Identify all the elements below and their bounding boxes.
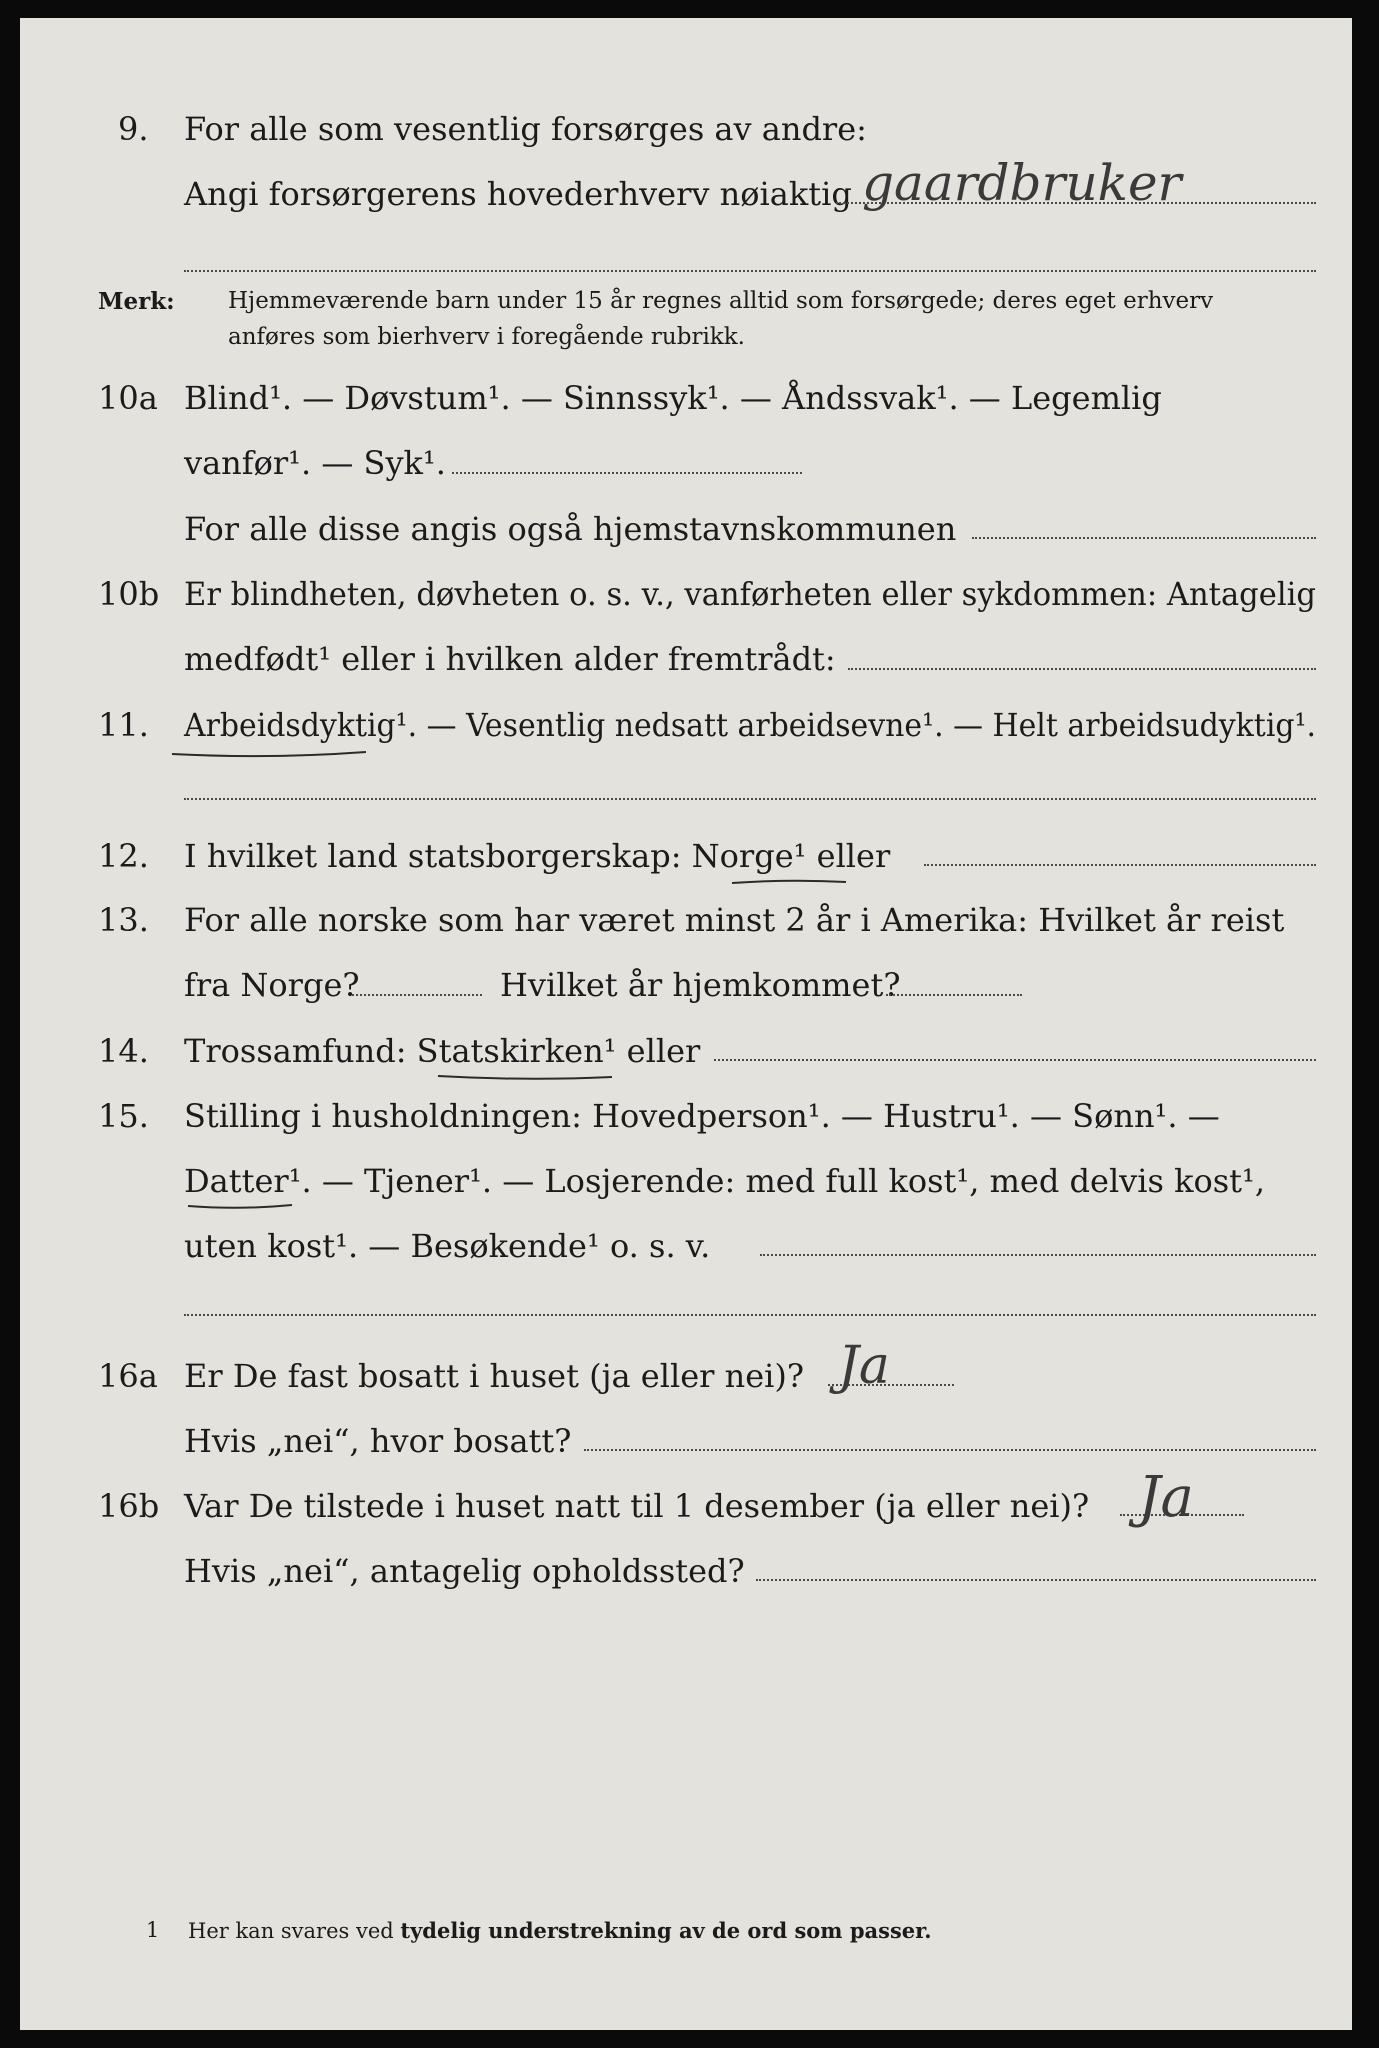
item-number: 16a <box>98 1357 158 1395</box>
item-text: Stilling i husholdningen: Hovedperson¹. — Hustru¹. — Sønn¹. — <box>184 1097 1220 1135</box>
item-text: medfødt¹ eller i hvilken alder fremtrådt: <box>184 640 836 678</box>
item-text: fra Norge? <box>184 966 360 1004</box>
fill-line[interactable] <box>184 798 1316 800</box>
item-text: Trossamfund: Statskirken¹ eller <box>184 1032 701 1070</box>
item-text: For alle som vesentlig forsørges av andre: <box>184 110 867 148</box>
handwritten-answer: gaardbruker <box>862 154 1182 212</box>
item-text: uten kost¹. — Besøkende¹ o. s. v. <box>184 1227 711 1265</box>
item-text: Hvis „nei“, antagelig opholdssted? <box>184 1552 745 1590</box>
item-text: Er blindheten, døvheten o. s. v., vanførheten eller sykdommen: Antagelig <box>184 575 1316 613</box>
item-text: I hvilket land statsborgerskap: Norge¹ eller <box>184 837 891 875</box>
item-text: Datter¹. — Tjener¹. — Losjerende: med full kost¹, med delvis kost¹, <box>184 1162 1266 1200</box>
item-text: Hvis „nei“, hvor bosatt? <box>184 1422 572 1460</box>
fill-line[interactable] <box>848 668 1316 670</box>
item-number: 15. <box>98 1097 149 1135</box>
item-number: 14. <box>98 1032 149 1070</box>
item-text: Angi forsørgerens hovederhverv nøiaktig <box>184 175 852 213</box>
note-text: anføres som bierhverv i foregående rubrikk. <box>228 324 745 350</box>
item-text: For alle norske som har været minst 2 år i Amerika: Hvilket år reist <box>184 901 1285 939</box>
fill-line[interactable] <box>760 1254 1316 1256</box>
underline-mark <box>730 876 850 888</box>
fill-line[interactable] <box>756 1579 1316 1581</box>
item-text: Var De tilstede i huset natt til 1 desember (ja eller nei)? <box>184 1487 1090 1525</box>
item-number: 10b <box>98 575 160 613</box>
note-text: Hjemmeværende barn under 15 år regnes alltid som forsørgede; deres eget erhverv <box>228 288 1214 314</box>
item-number: 13. <box>98 901 149 939</box>
fill-line[interactable] <box>352 994 482 996</box>
handwritten-answer: Ja <box>1138 1465 1194 1530</box>
item-number: 11. <box>98 706 149 744</box>
fill-line[interactable] <box>972 537 1316 539</box>
underline-mark <box>170 748 370 760</box>
footnote-marker: 1 <box>146 1918 160 1942</box>
underline-mark <box>186 1200 296 1212</box>
fill-line[interactable] <box>714 1059 1316 1061</box>
item-text: Hvilket år hjemkommet? <box>500 966 901 1004</box>
item-text: For alle disse angis også hjemstavnskommunen <box>184 510 957 548</box>
item-number: 16b <box>98 1487 160 1525</box>
underline-mark <box>436 1071 616 1083</box>
item-text: Er De fast bosatt i huset (ja eller nei)? <box>184 1357 805 1395</box>
item-text: vanfør¹. — Syk¹. <box>184 444 446 482</box>
item-number: 10a <box>98 379 158 417</box>
fill-line[interactable] <box>584 1449 1316 1451</box>
item-number: 9. <box>118 110 149 148</box>
handwritten-answer: Ja <box>838 1336 890 1396</box>
fill-line[interactable] <box>184 1314 1316 1316</box>
fill-line[interactable] <box>452 472 802 474</box>
fill-line[interactable] <box>184 270 1316 272</box>
fill-line[interactable] <box>886 994 1022 996</box>
fill-line[interactable] <box>924 864 1316 866</box>
item-text: Blind¹. — Døvstum¹. — Sinnssyk¹. — Åndssvak¹. — Legemlig <box>184 379 1162 417</box>
item-number: 12. <box>98 837 149 875</box>
note-label: Merk: <box>98 288 175 315</box>
item-text: Arbeidsdyktig¹. — Vesentlig nedsatt arbeidsevne¹. — Helt arbeidsudyktig¹. <box>184 706 1317 744</box>
footnote-text: Her kan svares ved tydelig understrekning av de ord som passer. <box>188 1918 932 1943</box>
